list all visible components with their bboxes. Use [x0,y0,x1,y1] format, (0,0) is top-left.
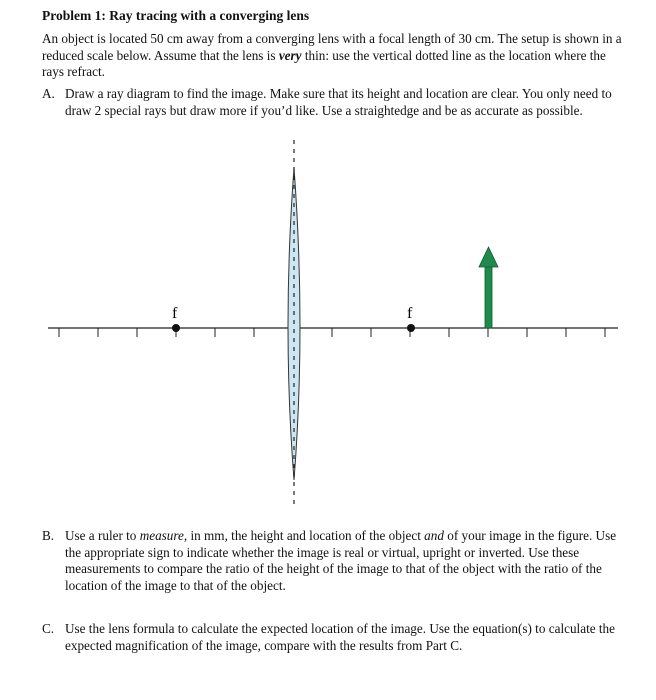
item-a [42,86,627,119]
focal-point-right [407,324,415,332]
item-c-text: Use the lens formula to calculate the expected location of the image. Use the equation(s) to calculate the expected magnification of the image, compare with the results from Part C. [65,621,615,653]
item-c [42,621,627,654]
problem-title: Problem 1: Ray tracing with a converging lens [42,8,310,23]
item-a-text: Draw a ray diagram to find the image. Make sure that its height and location are clear. You only need to draw 2 special rays but draw more if you’d like. Use a straightedge and be as accurate as possible. [65,86,612,118]
focal-point-left [172,324,180,332]
intro-text-2: thin: use the vertical dotted line as the location where the rays refract. [42,47,606,79]
axis-ticks [59,328,605,337]
intro-emphasis: very [278,47,302,63]
item-b-label: B. [42,528,55,543]
focal-label-left: f [172,305,178,322]
object-arrow[interactable] [479,247,498,328]
problem-intro [42,31,627,81]
ray-diagram[interactable] [0,130,656,515]
focal-label-right: f [407,305,413,322]
item-b [42,528,627,594]
intro-text-1: An object is located 50 cm away from a converging lens with a focal length of 30 cm. The setup is shown in a reduced scale below. Assume that the lens is [42,31,622,63]
item-c-label: C. [42,621,55,636]
item-b-text: Use a ruler to measure, in mm, the height and location of the object and of your image in the figure. Use the appropriate sign to indicate whether the image is real or virtual, upright or inverted. Use these measurements to compare the ratio of the height of the image to that of the object with the ratio of the location of the image to that of the object. [65,528,617,593]
item-a-label: A. [42,86,55,101]
